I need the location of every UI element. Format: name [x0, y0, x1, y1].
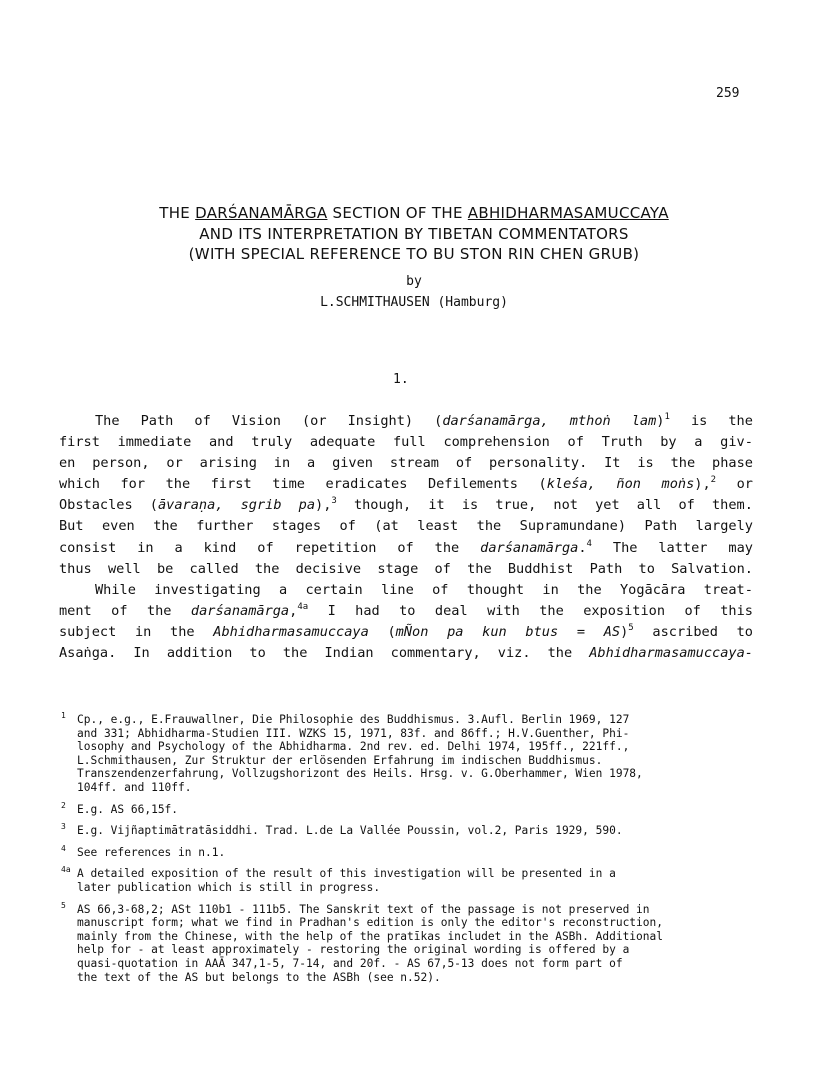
- paper-title: [0, 203, 828, 265]
- body-line: thus well be called the decisive stage of the Buddhist Path to Salvation.: [59, 560, 753, 577]
- title-term-darsanamarga: DARŚANAMĀRGA: [195, 204, 328, 222]
- footnote-line: A detailed exposition of the result of this investigation will be presented in a: [77, 867, 616, 881]
- body-line: Asaṅga. In addition to the Indian commentary, viz. the Abhidharmasamuccaya-: [59, 645, 753, 662]
- footnote-mark: 1: [61, 711, 66, 720]
- footnote-line: 104ff. and 110ff.: [77, 780, 192, 794]
- body-line: While investigating a certain line of thought in the Yogācāra treat-: [95, 581, 753, 598]
- page-number: 259: [716, 86, 740, 101]
- footnote-mark: 4: [61, 843, 66, 853]
- body-line: consist in a kind of repetition of the darśanamārga.$^4$ The latter may: [59, 538, 753, 556]
- title-line-2: AND ITS INTERPRETATION BY TIBETAN COMMENTATORS: [199, 224, 629, 243]
- footnote-4a: [59, 867, 759, 894]
- footnote-mark: 4a: [61, 865, 71, 875]
- footnote-line: AS 66,3-68,2; ASt 110b1 - 111b5. The Sanskrit text of the passage is not preserved in: [77, 902, 650, 916]
- body-line: subject in the Abhidharmasamuccaya (mÑon pa kun btus = AS)$^5$ ascribed to: [59, 622, 753, 640]
- footnote-line: L.Schmithausen, Zur Struktur der erlösenden Erfahrung im indischen Buddhismus.: [77, 753, 603, 767]
- body-line: But even the further stages of (at least the Supramundane) Path largely: [59, 518, 753, 535]
- footnote-line: Transzendenzerfahrung, Vollzugshorizont des Heils. Hrsg. v. G.Oberhammer, Wien 1978,: [77, 767, 643, 781]
- footnote-mark: 5: [61, 900, 66, 910]
- title-line-3: (WITH SPECIAL REFERENCE TO BU STON RIN CHEN GRUB): [188, 245, 640, 263]
- body-line: first immediate and truly adequate full comprehension of Truth by a giv-: [59, 434, 753, 451]
- body-line: The Path of Vision (or Insight) (darśanamārga, mthoṅ lam)$^1$ is the: [95, 412, 753, 429]
- author-name: L.SCHMITHAUSEN (Hamburg): [320, 295, 508, 310]
- footnote-line: later publication which is still in progress.: [77, 880, 381, 894]
- footnote-line: See references in n.1.: [77, 845, 226, 859]
- footnote-line: E.g. Vijñaptimātratāsiddhi. Trad. L.de La Vallée Poussin, vol.2, Paris 1929, 590.: [77, 824, 623, 838]
- footnote-5: [59, 900, 759, 985]
- footnote-line: help for - at least approximately - restoring the original wording is offered by a: [77, 943, 630, 957]
- footnote-line: E.g. AS 66,15f.: [77, 802, 179, 816]
- footnote-line: and 331; Abhidharma-Studien III. WZKS 15, 1971, 83f. and 86ff.; H.V.Guenther, Phi-: [77, 726, 630, 740]
- body-line: which for the first time eradicates Defilements (kleśa, ñon moṅs),$^2$ or: [59, 475, 753, 493]
- footnote-4: [59, 843, 759, 860]
- body-text: [59, 411, 753, 664]
- byline: by: [406, 274, 422, 289]
- title-line-1: [0, 203, 828, 224]
- section-number: 1.: [393, 372, 409, 387]
- footnote-mark: 2: [61, 800, 66, 810]
- footnote-line: Cp., e.g., E.Frauwallner, Die Philosophie des Buddhismus. 3.Aufl. Berlin 1969, 127: [77, 713, 630, 726]
- footnote-line: quasi-quotation in AAĀ 347,1-5, 7-14, and 20f. - AS 67,5-13 does not form part of: [77, 956, 623, 970]
- footnotes: [59, 713, 759, 992]
- footnote-mark: 3: [61, 822, 66, 832]
- footnote-line: the text of the AS but belongs to the ASBh (see n.52).: [77, 970, 441, 984]
- body-line: Obstacles (āvaraṇa, sgrib pa),$^3$ though, it is true, not yet all of them.: [59, 496, 753, 514]
- footnote-3: [59, 824, 759, 838]
- title-line-1-prefix: THE: [159, 204, 196, 222]
- footnote-line: mainly from the Chinese, with the help of the pratīkas includet in the ASBh. Additional: [77, 929, 663, 943]
- title-term-abhidharmasamuccaya: ABHIDHARMASAMUCCAYA: [467, 204, 669, 222]
- body-line: en person, or arising in a given stream of personality. It is the phase: [59, 455, 753, 472]
- footnote-line: manuscript form; what we find in Pradhan's edition is only the editor's reconstruction,: [77, 916, 663, 930]
- footnote-1: [59, 713, 759, 795]
- footnote-2: [59, 800, 759, 817]
- footnote-line: losophy and Psychology of the Abhidharma. 2nd rev. ed. Delhi 1974, 195ff., 221ff.,: [77, 740, 630, 754]
- title-line-1-middle: SECTION OF THE: [327, 204, 468, 222]
- body-line: ment of the darśanamārga,$^{4a}$ I had to deal with the exposition of this: [59, 601, 753, 619]
